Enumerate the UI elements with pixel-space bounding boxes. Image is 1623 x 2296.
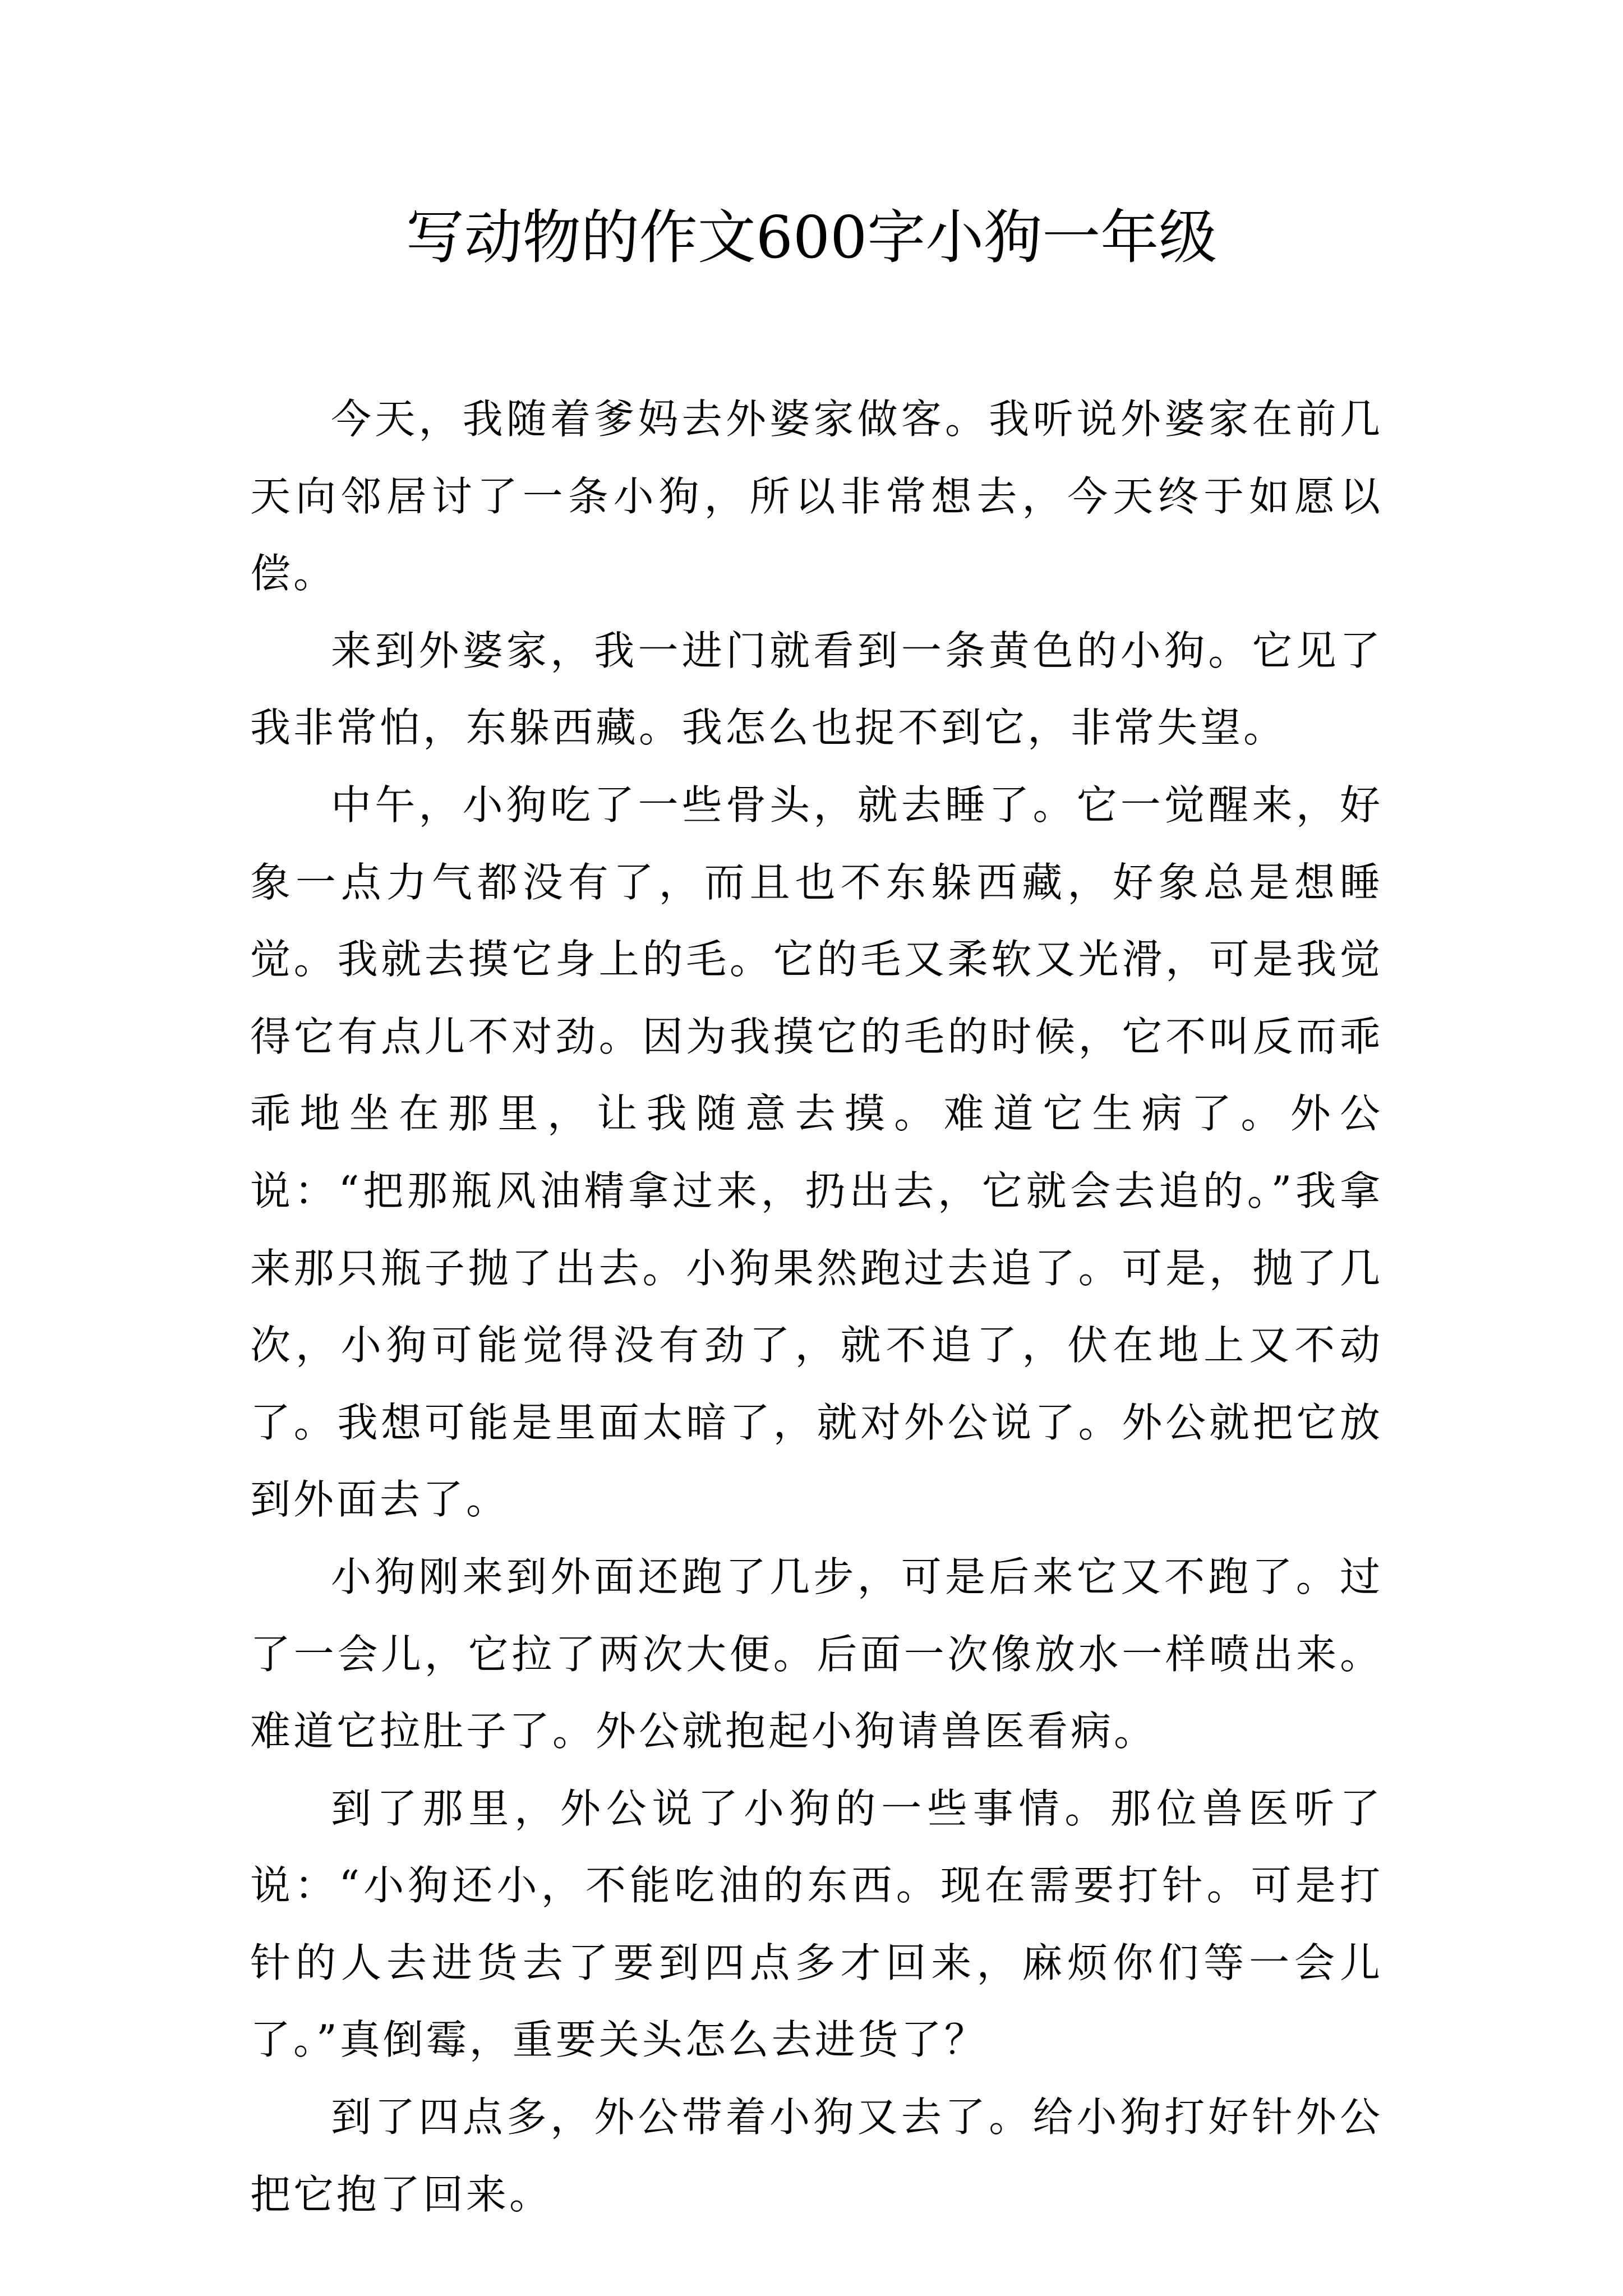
paragraph: 小狗刚来到外面还跑了几步，可是后来它又不跑了。过了一会儿，它拉了两次大便。后面一次像放水一样喷出来。难道它拉肚子了。外公就抱起小狗请兽医看病。 — [250, 1553, 1383, 1755]
paragraph: 到了那里，外公说了小狗的一些事情。那位兽医听了说：“小狗还小，不能吃油的东西。现在需要打针。可是打针的人去进货去了要到四点多才回来，麻烦你们等一会儿了。”真倒霉，重要关头怎么去进货了？ — [250, 1784, 1383, 2064]
document-title: 写动物的作文600字小狗一年级 — [405, 203, 1218, 272]
paragraph: 来到外婆家，我一进门就看到一条黄色的小狗。它见了我非常怕，东躲西藏。我怎么也捉不到它，非常失望。 — [250, 627, 1383, 752]
paragraph: 中午，小狗吃了一些骨头，就去睡了。它一觉醒来，好象一点力气都没有了，而且也不东躲西藏，好象总是想睡觉。我就去摸它身上的毛。它的毛又柔软又光滑，可是我觉得它有点儿不对劲。因为我摸它的毛的时候，它不叫反而乖乖地坐在那里，让我随意去摸。难道它生病了。外公说：“把那瓶风油精拿过来，扔出去，它就会去追的。”我拿来那只瓶子抛了出去。小狗果然跑过去追了。可是，抛了几次，小狗可能觉得没有劲了，就不追了，伏在地上又不动了。我想可能是里面太暗了，就对外公说了。外公就把它放到外面去了。 — [250, 781, 1383, 1524]
paragraph: 今天，我随着爹妈去外婆家做客。我听说外婆家在前几天向邻居讨了一条小狗，所以非常想去，今天终于如愿以偿。 — [250, 395, 1383, 597]
paragraph: 到了四点多，外公带着小狗又去了。给小狗打好针外公把它抱了回来。 — [250, 2093, 1383, 2218]
document-body — [250, 381, 1383, 2233]
